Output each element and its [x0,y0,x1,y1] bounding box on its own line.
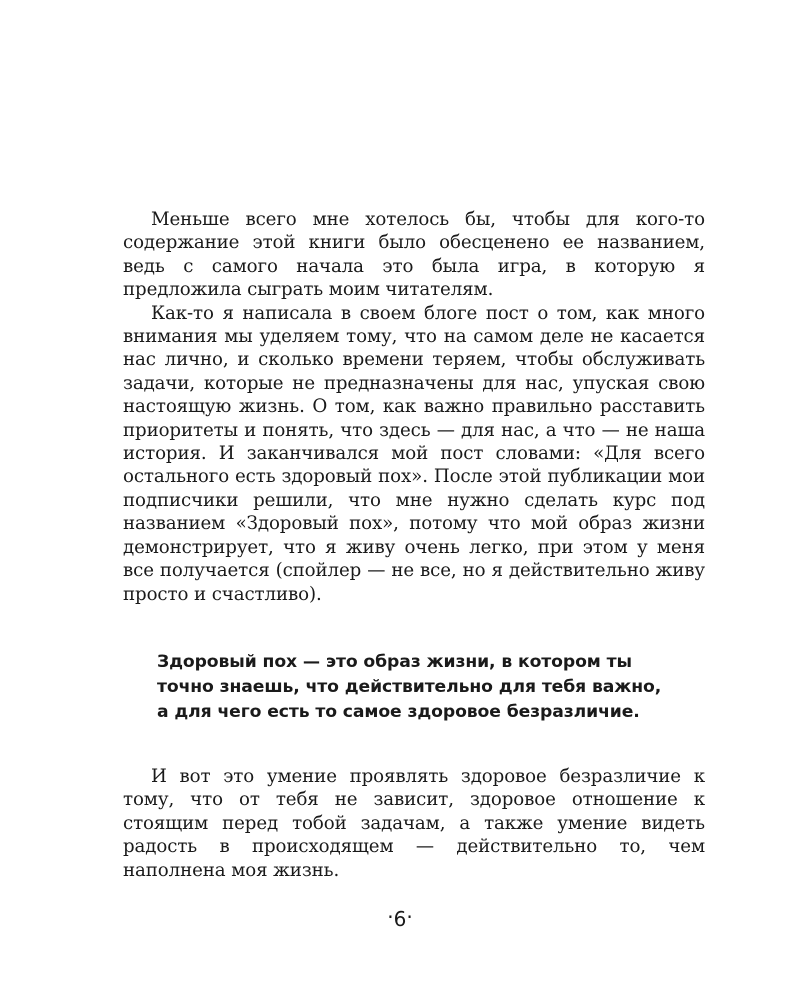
paragraph: Меньше всего мне хотелось бы, чтобы для кого-то содержание этой книги было обесценено ее названием, ведь с самого начала это была игра, в которую я предложила сыграть моим читателям. [123,209,705,301]
paragraph: Как-то я написала в своем блоге пост о том, как много внимания мы уделяем тому, что на самом деле не касается нас лично, и сколько времени теряем, чтобы обслуживать задачи, которые не предназначены для нас, упуская свою настоящую жизнь. О том, как важно правильно расставить приоритеты и понять, что здесь — для нас, а что — не наша история. И заканчивался мой пост словами: «Для всего остального есть здоровый пох». После этой публикации мои подписчики решили, что мне нужно сделать курс под названием «Здоровый пох», потому что мой образ жизни демонстрирует, что я живу очень легко, при этом у меня все получается (спойлер — не все, но я действительно живу просто и счастливо). [123,302,705,605]
body-text-bottom [123,765,705,882]
quote-line: Здоровый пох — это образ жизни, в котором ты [157,652,632,672]
dot-left-icon: · [387,905,394,929]
highlighted-quote [157,650,697,724]
page-number [0,905,800,931]
body-text-top [123,208,705,606]
dot-right-icon: · [406,905,413,929]
paragraph: И вот это умение проявлять здоровое безразличие к тому, что от тебя не зависит, здоровое отношение к стоящим перед тобой задачам, а также умение видеть радость в происходящем — действительно то, чем наполнена моя жизнь. [123,766,705,881]
quote-line: а для чего есть то самое здоровое безразличие. [157,701,640,722]
page-number-value: 6 [393,907,407,931]
quote-line: точно знаешь, что действительно для тебя важно, [157,676,662,697]
